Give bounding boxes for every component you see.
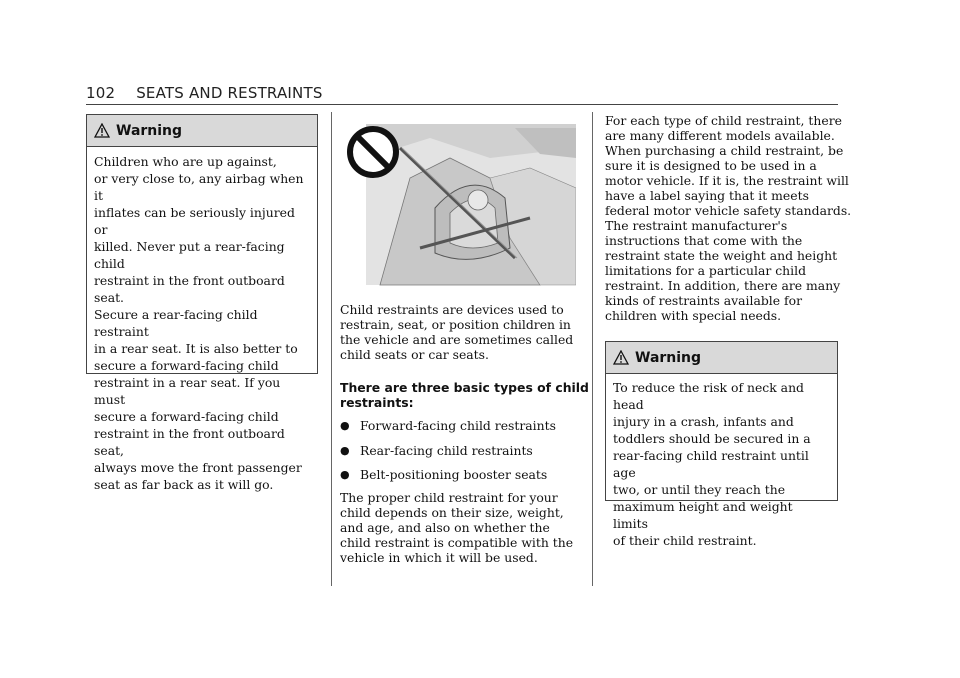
text-line: the vehicle and are sometimes called [340, 332, 574, 347]
text-line: For each type of child restraint, there [605, 113, 842, 128]
page-header [86, 84, 323, 102]
warning-triangle-icon [613, 350, 629, 365]
warning-line: injury in a crash, infants and [613, 414, 794, 429]
right-paragraph [605, 113, 851, 323]
warning-line: inflates can be seriously injured or [94, 205, 295, 237]
text-line: The proper child restraint for your [340, 490, 558, 505]
text-line: child restraint is compatible with the [340, 535, 574, 550]
warning-line: secure a forward-facing child [94, 358, 279, 373]
column-divider-right [592, 112, 593, 586]
warning-title: Warning [635, 349, 702, 366]
warning-line: seat as far back as it will go. [94, 477, 274, 492]
warning-text [87, 147, 317, 493]
text-line: Child restraints are devices used to [340, 302, 564, 317]
list-item [340, 467, 547, 482]
header-rule [86, 104, 838, 105]
text-line: children with special needs. [605, 308, 782, 323]
warning-line: two, or until they reach the [613, 482, 786, 497]
warning-triangle-icon [94, 123, 110, 138]
warning-line: killed. Never put a rear-facing child [94, 239, 285, 271]
warning-line: Secure a rear-facing child restraint [94, 307, 258, 339]
bullet-icon: ● [340, 444, 350, 457]
bullet-icon: ● [340, 468, 350, 481]
warning-line: of their child restraint. [613, 533, 757, 548]
warning-text [606, 374, 837, 549]
list-item-text: Forward-facing child restraints [360, 418, 556, 433]
prohibition-circle-icon [350, 129, 396, 175]
warning-box-right [605, 341, 838, 548]
text-line: kinds of restraints available for [605, 293, 803, 308]
warning-line: maximum height and weight limits [613, 499, 793, 531]
warning-line: Children who are up against, [94, 154, 277, 169]
column-divider-left [331, 112, 332, 586]
heading-line: restraints: [340, 395, 414, 410]
warning-line: always move the front passenger [94, 460, 302, 475]
warning-line: To reduce the risk of neck and head [613, 380, 804, 412]
text-line: restraint state the weight and height [605, 248, 838, 263]
text-line: limitations for a particular child [605, 263, 807, 278]
list-item-text: Rear-facing child restraints [360, 443, 533, 458]
warning-line: in a rear seat. It is also better to [94, 341, 298, 356]
warning-line: rear-facing child restraint until age [613, 448, 809, 480]
text-line: child depends on their size, weight, [340, 505, 564, 520]
text-line: instructions that come with the [605, 233, 803, 248]
text-line: The restraint manufacturer's [605, 218, 788, 233]
warning-box-left [86, 114, 318, 492]
closing-paragraph [340, 490, 573, 565]
text-line: motor vehicle. If it is, the restraint will [605, 173, 849, 188]
warning-line: restraint in a rear seat. If you must [94, 375, 281, 407]
intro-paragraph [340, 302, 573, 362]
text-line: have a label saying that it meets [605, 188, 809, 203]
text-line: vehicle in which it will be used. [340, 550, 538, 565]
list-item [340, 418, 556, 433]
warning-line: toddlers should be secured in a [613, 431, 811, 446]
list-item [340, 443, 533, 458]
text-line: restraint. In addition, there are many [605, 278, 841, 293]
types-heading [340, 380, 589, 410]
page-number: 102 [86, 84, 116, 102]
section-title: SEATS AND RESTRAINTS [136, 84, 323, 102]
text-line: and age, and also on whether the [340, 520, 550, 535]
text-line: restrain, seat, or position children in [340, 317, 571, 332]
warning-line: restraint in the front outboard seat, [94, 426, 285, 458]
warning-header [87, 115, 317, 147]
warning-title: Warning [116, 122, 183, 139]
warning-line: restraint in the front outboard seat. [94, 273, 285, 305]
list-item-text: Belt-positioning booster seats [360, 467, 548, 482]
warning-header [606, 342, 837, 374]
text-line: sure it is designed to be used in a [605, 158, 817, 173]
front-seat-child-restraint-illustration [340, 118, 576, 286]
bullet-icon: ● [340, 419, 350, 432]
heading-line: There are three basic types of child [340, 380, 589, 395]
warning-line: secure a forward-facing child [94, 409, 279, 424]
text-line: federal motor vehicle safety standards. [605, 203, 852, 218]
text-line: are many different models available. [605, 128, 835, 143]
warning-line: or very close to, any airbag when it [94, 171, 304, 203]
text-line: child seats or car seats. [340, 347, 489, 362]
text-line: When purchasing a child restraint, be [605, 143, 844, 158]
